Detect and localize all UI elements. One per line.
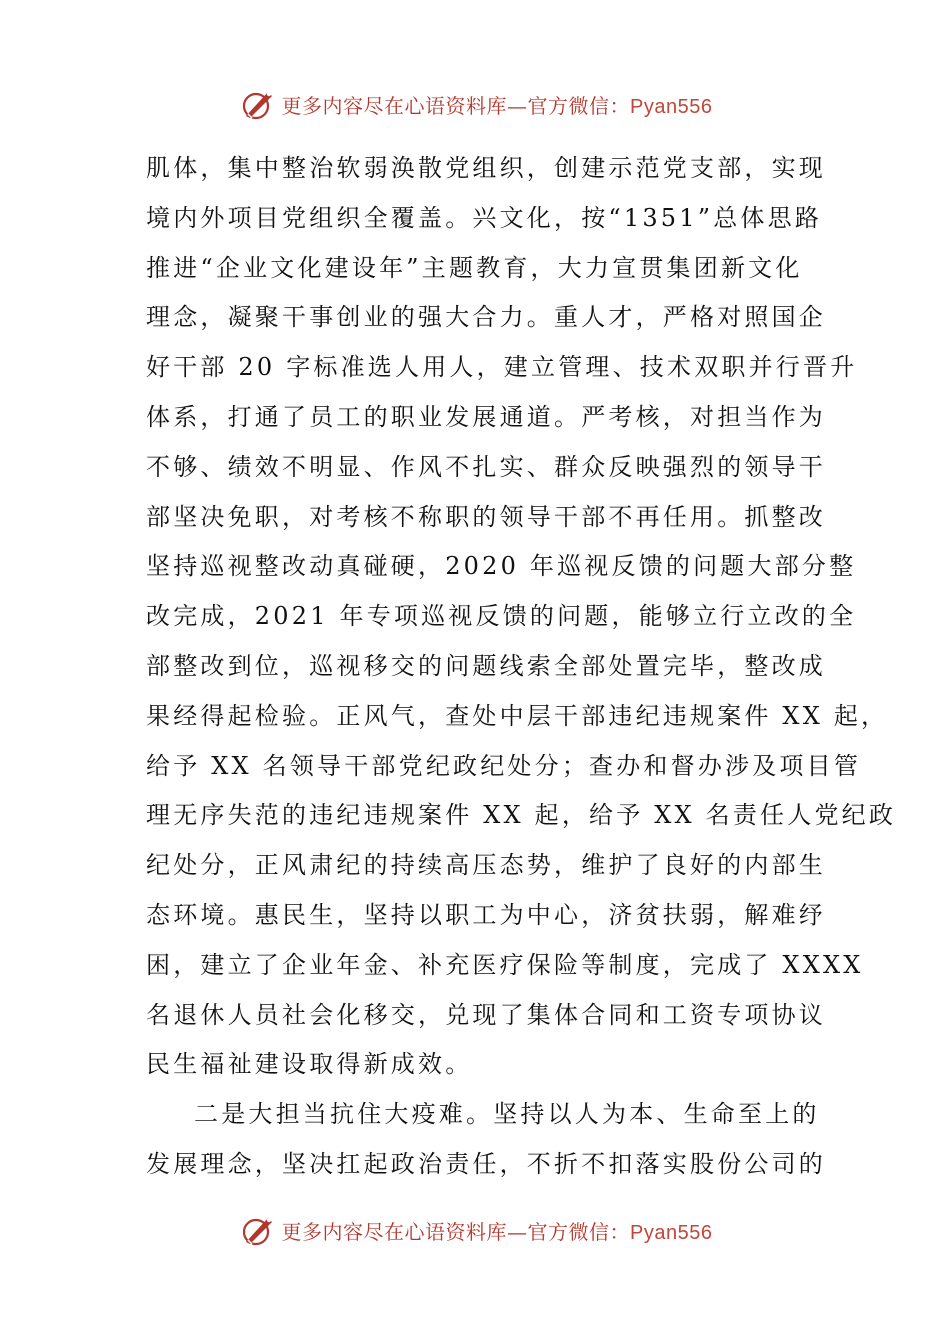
footer-banner-text: [282, 1216, 713, 1245]
text-line: 体系，打通了员工的职业发展通道。严考核，对担当作为: [146, 402, 826, 431]
text-line: 发展理念，坚决扛起政治责任，不折不扣落实股份公司的: [146, 1149, 826, 1178]
footer-wechat-id: Pyan556: [630, 1221, 713, 1244]
text-line: 境内外项目党组织全覆盖。兴文化，按“1351”总体思路: [146, 203, 823, 232]
text-line: 纪处分，正风肃纪的持续高压态势，维护了良好的内部生: [146, 851, 826, 880]
text-line: 部整改到位，巡视移交的问题线索全部处置完毕，整改成: [146, 651, 826, 680]
text-line: 好干部 20 字标准选人用人，建立管理、技术双职并行晋升: [146, 353, 858, 382]
text-line: 改完成，2021 年专项巡视反馈的问题，能够立行立改的全: [146, 602, 857, 631]
text-line: 推进“企业文化建设年”主题教育，大力宣贯集团新文化: [146, 253, 803, 282]
header-banner-text: [282, 90, 713, 119]
text-line: 部坚决免职，对考核不称职的领导干部不再任用。抓整改: [146, 502, 826, 531]
text-line: 困，建立了企业年金、补充医疗保险等制度，完成了 XXXX: [146, 950, 864, 979]
pen-nib-logo-icon: [238, 1210, 278, 1250]
text-line: 理无序失范的违纪违规案件 XX 起，给予 XX 名责任人党纪政: [146, 801, 897, 830]
footer-watermark-banner: [0, 1210, 950, 1250]
text-line: 给予 XX 名领导干部党纪政纪处分；查办和督办涉及项目管: [146, 751, 862, 780]
header-wechat-id: Pyan556: [630, 95, 713, 118]
pen-nib-logo-icon: [238, 84, 278, 124]
text-line: 果经得起检验。正风气，查处中层干部违纪违规案件 XX 起，: [146, 701, 889, 730]
document-body: [146, 144, 897, 1190]
text-line: 理念，凝聚干事创业的强大合力。重人才，严格对照国企: [146, 303, 826, 332]
header-watermark-banner: [0, 84, 950, 124]
text-line: 名退休人员社会化移交，兑现了集体合同和工资专项协议: [146, 1000, 826, 1029]
text-line: 态环境。惠民生，坚持以职工为中心，济贫扶弱，解难纾: [146, 900, 826, 929]
paragraph-start-line: 二是大担当抗住大疫难。坚持以人为本、生命至上的: [194, 1100, 820, 1129]
text-line: 民生福祉建设取得新成效。: [146, 1050, 473, 1079]
text-line: 坚持巡视整改动真碰硬，2020 年巡视反馈的问题大部分整: [146, 552, 857, 581]
text-line: 肌体，集中整治软弱涣散党组织，创建示范党支部，实现: [146, 154, 826, 182]
text-line: 不够、绩效不明显、作风不扎实、群众反映强烈的领导干: [146, 452, 826, 481]
footer-banner-cn: 更多内容尽在心语资料库—官方微信：: [281, 1219, 631, 1244]
header-banner-cn: 更多内容尽在心语资料库—官方微信：: [281, 93, 631, 118]
